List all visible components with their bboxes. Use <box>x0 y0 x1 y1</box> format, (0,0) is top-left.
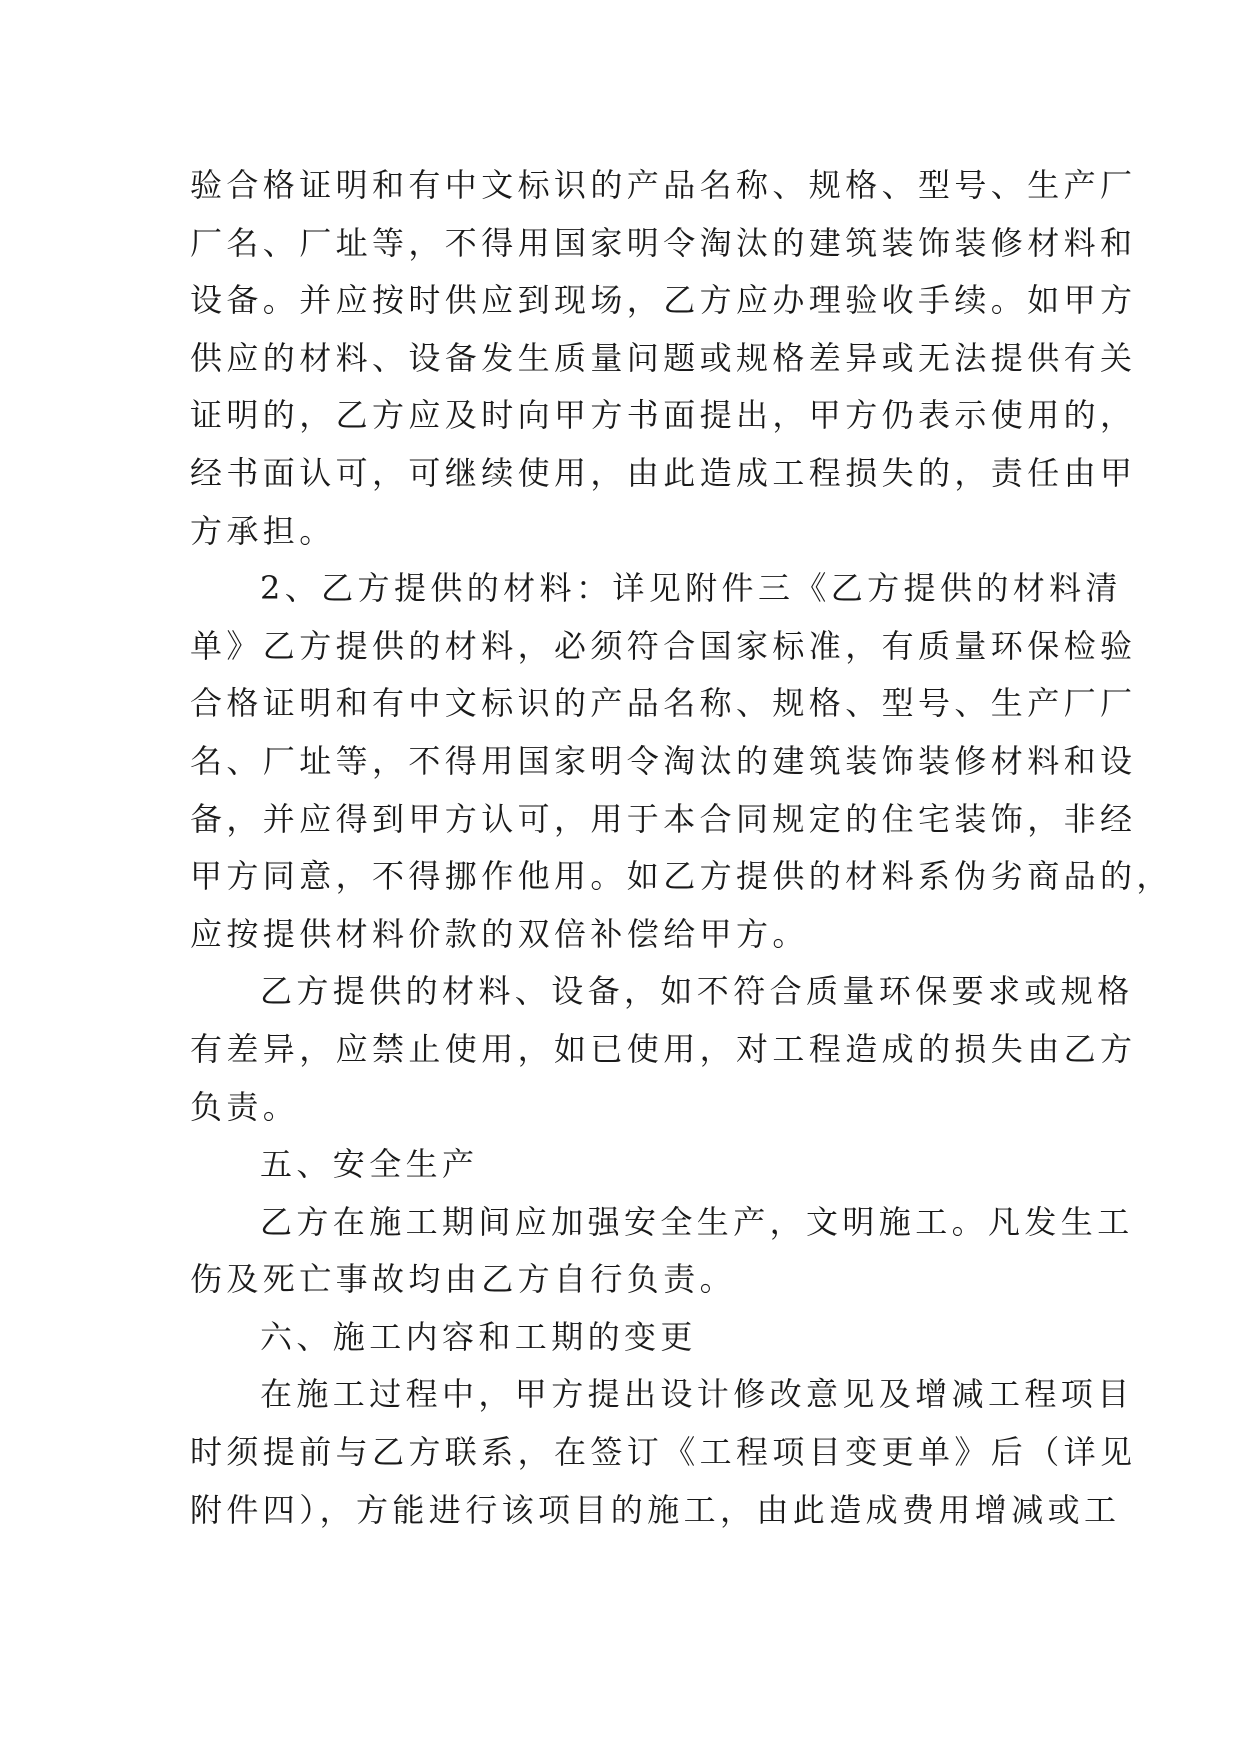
text-line: 在施工过程中，甲方提出设计修改意见及增减工程项目 <box>260 1375 1134 1414</box>
text-line: 方承担。 <box>190 511 336 550</box>
text-line: 合格证明和有中文标识的产品名称、规格、型号、生产厂厂 <box>190 684 1137 723</box>
section-heading: 六、施工内容和工期的变更 <box>260 1317 697 1356</box>
text-line: 供应的材料、设备发生质量问题或规格差异或无法提供有关 <box>190 338 1137 377</box>
section-heading: 五、安全生产 <box>260 1145 479 1184</box>
text-line: 单》乙方提供的材料，必须符合国家标准，有质量环保检验 <box>190 626 1137 665</box>
text-line: 经书面认可，可继续使用，由此造成工程损失的，责任由甲 <box>190 453 1137 492</box>
text-line: 证明的，乙方应及时向甲方书面提出，甲方仍表示使用的， <box>190 396 1137 435</box>
text-line: 有差异，应禁止使用，如已使用，对工程造成的损失由乙方 <box>190 1029 1137 1068</box>
text-line: 乙方在施工期间应加强安全生产，文明施工。凡发生工 <box>260 1202 1134 1241</box>
document-body <box>190 157 1173 1539</box>
text-line: 时须提前与乙方联系，在签订《工程项目变更单》后（详见 <box>190 1433 1137 1472</box>
text-line: 验合格证明和有中文标识的产品名称、规格、型号、生产厂 <box>190 166 1137 204</box>
text-line: 应按提供材料价款的双倍补偿给甲方。 <box>190 914 809 953</box>
text-line: 名、厂址等，不得用国家明令淘汰的建筑装饰装修材料和设 <box>190 741 1137 780</box>
text-line: 甲方同意，不得挪作他用。如乙方提供的材料系伪劣商品的， <box>190 857 1173 896</box>
text-line: 伤及死亡事故均由乙方自行负责。 <box>190 1260 737 1299</box>
text-line: 备，并应得到甲方认可，用于本合同规定的住宅装饰，非经 <box>190 799 1137 838</box>
text-line: 乙方提供的材料、设备，如不符合质量环保要求或规格 <box>260 972 1134 1011</box>
text-line: 附件四），方能进行该项目的施工，由此造成费用增减或工 <box>190 1490 1121 1529</box>
text-line: 设备。并应按时供应到现场，乙方应办理验收手续。如甲方 <box>190 281 1137 320</box>
text-line: 厂名、厂址等，不得用国家明令淘汰的建筑装饰装修材料和 <box>190 223 1137 262</box>
text-line: 负责。 <box>190 1087 300 1126</box>
text-line: 2、乙方提供的材料：详见附件三《乙方提供的材料清 <box>260 569 1122 608</box>
